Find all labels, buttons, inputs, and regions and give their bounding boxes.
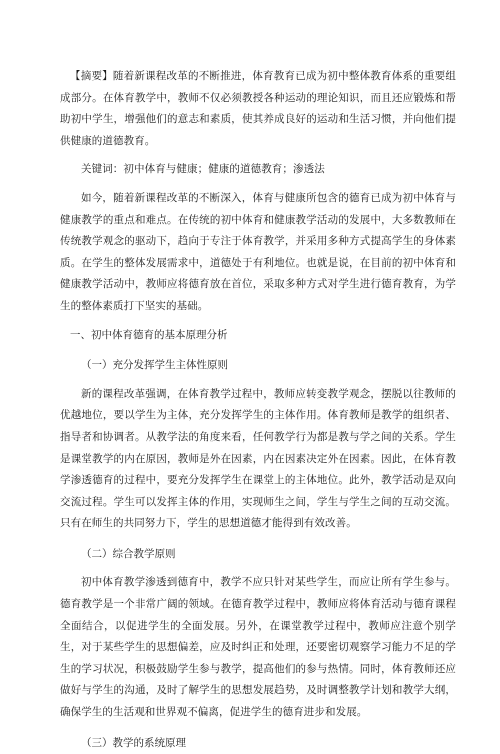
spacer [60, 181, 456, 188]
document-page [60, 66, 456, 754]
keywords-line: 关键词：初中体育与健康；健康的道德教育；渗透法 [81, 163, 325, 176]
spacer [60, 346, 456, 355]
subsection-paragraph-1: 新的课程改革强调，在体育教学过程中，教师应转变教学观念，摆脱以往教师的优越地位，要以学生为主体，充分发挥学生的主体作用。体育教师是教学的组织者、指导者和协调者。从教学法的角度来看，任何教学行为都是教与学之间的关系。学生是课堂教学的内在原因，教师是外在因素，内在因素决定外在因素。因此，在体育教学渗透德育的过程中，要充分发挥学生在课堂上的主体地位。此外，教学活动是双向交流过程。学生可以发挥主体的作用，实现师生之间，学生与学生之间的互动交流。只有在师生的共同努力下，学生的思想道德才能得到有效改善。 [60, 387, 456, 530]
section-heading-1: 一、初中体育德育的基本原理分析 [70, 328, 228, 341]
spacer [60, 565, 456, 572]
spacer [60, 535, 456, 544]
spacer [60, 318, 456, 325]
spacer [60, 377, 456, 384]
subsection-heading-1: （一）充分发挥学生主体性原则 [81, 359, 228, 372]
subsection-heading-3: （三）教学的系统原理 [81, 736, 186, 749]
subsection-paragraph-2: 初中体育教学渗透到德育中，教学不应只针对某些学生，而应让所有学生参与。德育教学是一个非常广阔的领域。在德育教学过程中，教师应将体育活动与德育课程全面结合，以促进学生的全面发展。另外，在课堂教学过程中，教师应注意个别学生，对于某些学生的思想偏差，应及时纠正和处理，还要密切观察学习能力不足的学生的学习状况，积极鼓励学生参与教学，提高他们的参与热情。同时，体育教师还应做好与学生的沟通，及时了解学生的思想发展趋势，及时调整教学计划和教学大纲，确保学生的生活观和世界观不偏离，促进学生的德育进步和发展。 [60, 576, 456, 719]
abstract-paragraph: 【摘要】随着新课程改革的不断推进，体育教育已成为初中整体教育体系的重要组成部分。在体育教学中，教师不仅必须教授各种运动的理论知识，而且还应锻炼和帮助初中学生，增强他们的意志和素质，使其养成良好的运动和生活习惯，并向他们提供健康的道德教育。 [60, 70, 456, 147]
spacer [60, 724, 456, 733]
spacer [60, 152, 456, 159]
intro-paragraph: 如今，随着新课程改革的不断深入，体育与健康所包含的德育已成为初中体育与健康教学的重点和难点。在传统的初中体育和健康教学活动的发展中，大多数教师在传统教学观念的驱动下，趋向于专注于体育教学，并采用多种方式提高学生的身体素质。在学生的整体发展需求中，道德处于有利地位。也就是说，在目前的初中体育和健康教学活动中，教师应将德育放在首位，采取多种方式对学生进行德育教育，为学生的整体素质打下坚实的基础。 [60, 191, 456, 312]
subsection-heading-2: （二）综合教学原则 [81, 547, 176, 560]
